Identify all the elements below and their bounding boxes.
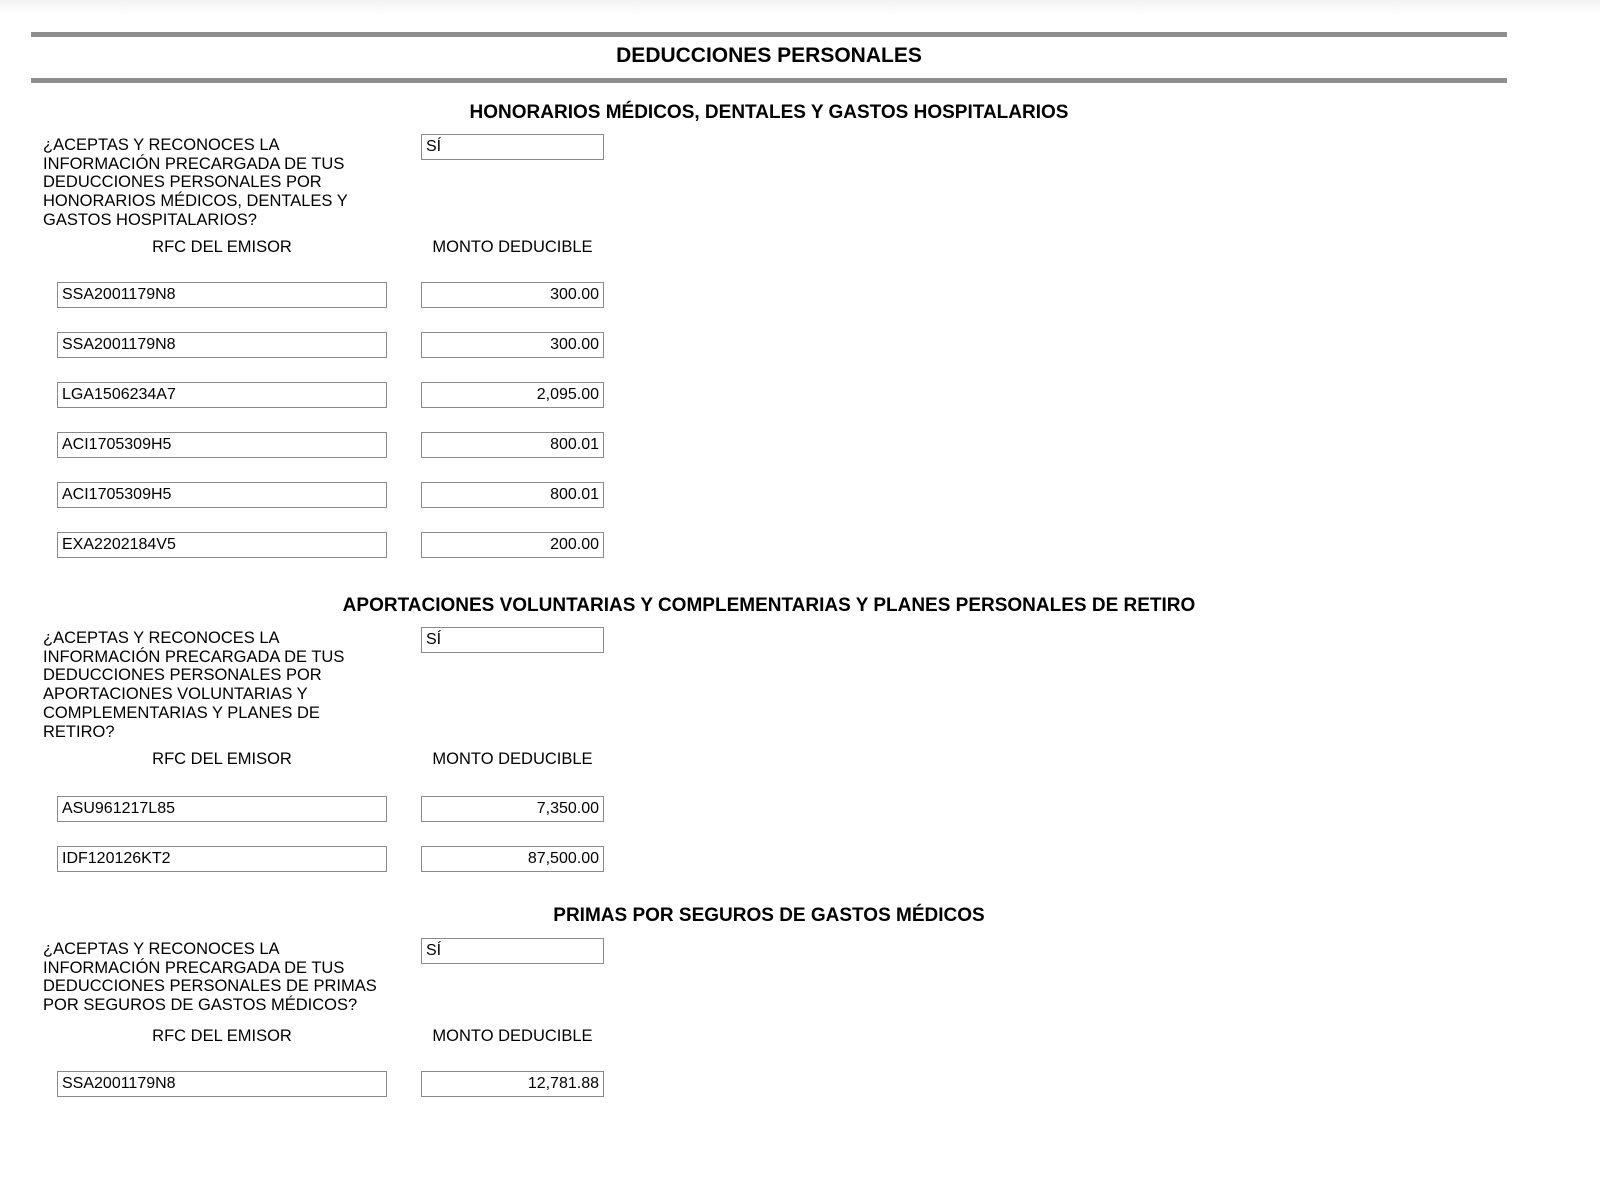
acceptance-answer-field[interactable]: SÍ	[421, 134, 604, 160]
question-line: INFORMACIÓN PRECARGADA DE TUS	[43, 958, 345, 977]
title-rule-bottom	[31, 78, 1507, 83]
section-title: PRIMAS POR SEGUROS DE GASTOS MÉDICOS	[553, 905, 985, 926]
rfc-field[interactable]: EXA2202184V5	[57, 532, 387, 558]
question-line: INFORMACIÓN PRECARGADA DE TUS	[43, 154, 345, 173]
monto-field[interactable]: 12,781.88	[421, 1071, 604, 1097]
rfc-column-header: RFC DEL EMISOR	[152, 1027, 292, 1045]
rfc-column-header: RFC DEL EMISOR	[152, 750, 292, 768]
rfc-field[interactable]: ACI1705309H5	[57, 432, 387, 458]
question-line: DEDUCCIONES PERSONALES POR	[43, 173, 322, 192]
top-shade	[0, 0, 1600, 16]
question-line: ¿ACEPTAS Y RECONOCES LA	[43, 629, 280, 647]
acceptance-answer-field[interactable]: SÍ	[421, 627, 604, 653]
monto-field[interactable]: 800.01	[421, 482, 604, 508]
rfc-field[interactable]: SSA2001179N8	[57, 1071, 387, 1097]
acceptance-question	[43, 629, 403, 741]
section-title: HONORARIOS MÉDICOS, DENTALES Y GASTOS HOSPITALARIOS	[469, 102, 1069, 123]
monto-field[interactable]: 2,095.00	[421, 382, 604, 408]
monto-field[interactable]: 800.01	[421, 432, 604, 458]
monto-field[interactable]: 7,350.00	[421, 796, 604, 822]
question-line: POR SEGUROS DE GASTOS MÉDICOS?	[43, 996, 358, 1015]
question-line: APORTACIONES VOLUNTARIAS Y	[43, 685, 308, 704]
rfc-field[interactable]: ASU961217L85	[57, 796, 387, 822]
monto-field[interactable]: 87,500.00	[421, 846, 604, 872]
acceptance-answer-field[interactable]: SÍ	[421, 938, 604, 964]
question-line: ¿ACEPTAS Y RECONOCES LA	[43, 940, 280, 958]
acceptance-question	[43, 940, 403, 1015]
monto-column-header: MONTO DEDUCIBLE	[432, 750, 593, 768]
question-line: COMPLEMENTARIAS Y PLANES DE	[43, 703, 320, 722]
rfc-field[interactable]: ACI1705309H5	[57, 482, 387, 508]
question-line: RETIRO?	[43, 722, 115, 741]
question-line: INFORMACIÓN PRECARGADA DE TUS	[43, 647, 345, 666]
rfc-field[interactable]: LGA1506234A7	[57, 382, 387, 408]
question-line: GASTOS HOSPITALARIOS?	[43, 210, 257, 229]
rfc-field[interactable]: SSA2001179N8	[57, 332, 387, 358]
acceptance-question	[43, 136, 403, 230]
question-line: ¿ACEPTAS Y RECONOCES LA	[43, 136, 280, 154]
page-title: DEDUCCIONES PERSONALES	[616, 44, 922, 67]
title-rule-top	[31, 32, 1507, 37]
monto-field[interactable]: 200.00	[421, 532, 604, 558]
question-line: HONORARIOS MÉDICOS, DENTALES Y	[43, 192, 348, 211]
monto-field[interactable]: 300.00	[421, 332, 604, 358]
monto-column-header: MONTO DEDUCIBLE	[432, 238, 593, 256]
question-line: DEDUCCIONES PERSONALES DE PRIMAS	[43, 977, 377, 996]
rfc-field[interactable]: IDF120126KT2	[57, 846, 387, 872]
rfc-column-header: RFC DEL EMISOR	[152, 238, 292, 256]
monto-field[interactable]: 300.00	[421, 282, 604, 308]
rfc-field[interactable]: SSA2001179N8	[57, 282, 387, 308]
section-title: APORTACIONES VOLUNTARIAS Y COMPLEMENTARIAS Y PLANES PERSONALES DE RETIRO	[342, 595, 1196, 616]
monto-column-header: MONTO DEDUCIBLE	[432, 1027, 593, 1045]
question-line: DEDUCCIONES PERSONALES POR	[43, 666, 322, 685]
